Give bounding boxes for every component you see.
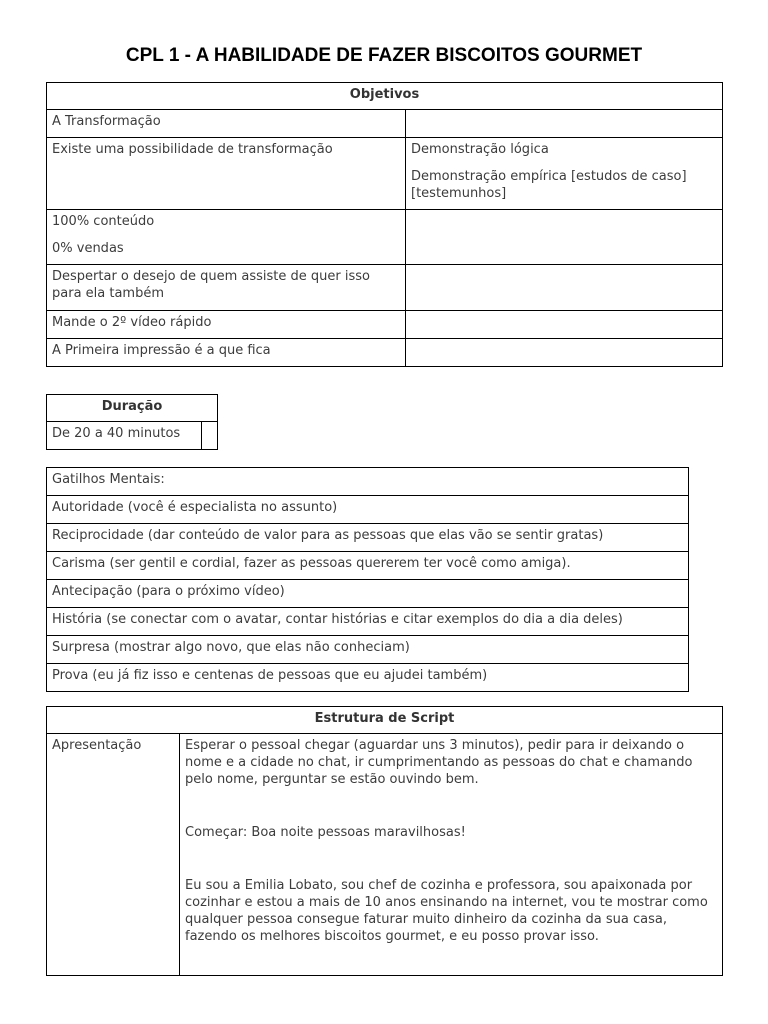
list-item: Carisma (ser gentil e cordial, fazer as pessoas quererem ter você como amiga). xyxy=(47,552,689,580)
script-header: Estrutura de Script xyxy=(47,707,723,734)
objetivos-cell: Mande o 2º vídeo rápido xyxy=(47,311,406,339)
list-item: Prova (eu já fiz isso e centenas de pessoas que eu ajudei também) xyxy=(47,664,689,692)
list-item: Surpresa (mostrar algo novo, que elas não conheciam) xyxy=(47,636,689,664)
table-row xyxy=(47,110,723,138)
duracao-table xyxy=(46,394,218,450)
list-item: Autoridade (você é especialista no assunto) xyxy=(47,496,689,524)
list-item: História (se conectar com o avatar, contar histórias e citar exemplos do dia a dia deles) xyxy=(47,608,689,636)
table-row xyxy=(47,210,723,265)
objetivos-table xyxy=(46,82,723,367)
objetivos-cell xyxy=(406,110,723,138)
script-table xyxy=(46,706,723,976)
duracao-header: Duração xyxy=(47,395,218,422)
objetivos-cell: 100% conteúdo 0% vendas xyxy=(47,210,406,265)
list-item: Antecipação (para o próximo vídeo) xyxy=(47,580,689,608)
objetivos-cell: Demonstração lógica Demonstração empírica [estudos de caso] [testemunhos] xyxy=(406,138,723,210)
duracao-value: De 20 a 40 minutos xyxy=(47,422,202,450)
table-row xyxy=(47,311,723,339)
objetivos-cell: A Transformação xyxy=(47,110,406,138)
table-row xyxy=(47,138,723,210)
duracao-empty-cell xyxy=(202,422,218,450)
script-paragraph: Começar: Boa noite pessoas maravilhosas! xyxy=(185,825,466,840)
table-row xyxy=(47,265,723,311)
page-title: CPL 1 - A HABILIDADE DE FAZER BISCOITOS GOURMET xyxy=(125,45,643,66)
gatilhos-heading: Gatilhos Mentais: xyxy=(47,468,689,496)
table-row xyxy=(47,339,723,367)
objetivos-cell xyxy=(406,265,723,311)
objetivos-cell: A Primeira impressão é a que fica xyxy=(47,339,406,367)
objetivos-cell xyxy=(406,210,723,265)
gatilhos-table xyxy=(46,467,689,692)
objetivos-cell xyxy=(406,311,723,339)
objetivos-header: Objetivos xyxy=(47,83,723,110)
objetivos-cell xyxy=(406,339,723,367)
script-paragraph: Eu sou a Emilia Lobato, sou chef de cozinha e professora, sou apaixonada por cozinhar e estou a mais de 10 anos ensinando na internet, vou te mostrar como qualquer pessoa consegue faturar muito dinheiro da cozinha da sua casa, fazendo os melhores biscoitos gourmet, e eu posso provar isso. xyxy=(185,878,708,944)
script-paragraph: Esperar o pessoal chegar (aguardar uns 3 minutos), pedir para ir deixando o nome e a cidade no chat, ir cumprimentando as pessoas do chat e chamando pelo nome, perguntar se estão ouvindo bem. xyxy=(185,738,693,787)
script-content xyxy=(180,734,723,976)
objetivos-cell: Despertar o desejo de quem assiste de quer isso para ela também xyxy=(47,265,406,311)
objetivos-cell: Existe uma possibilidade de transformação xyxy=(47,138,406,210)
list-item: Reciprocidade (dar conteúdo de valor para as pessoas que elas vão se sentir gratas) xyxy=(47,524,689,552)
script-section-label: Apresentação xyxy=(47,734,180,976)
